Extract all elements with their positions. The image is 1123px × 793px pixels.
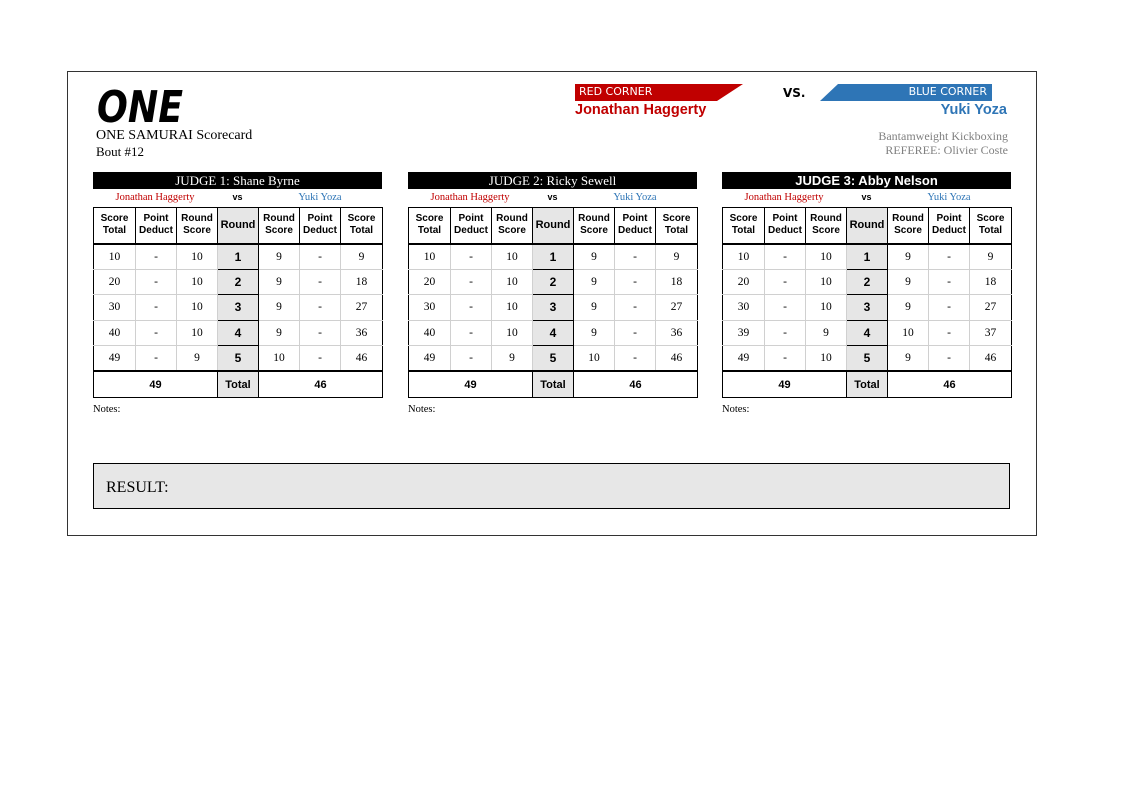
blue-score-total-cell: 46 [341,346,383,372]
red-point-deduct-cell: - [765,320,806,346]
blue-round-score-header-line-1: Round [892,213,924,225]
blue-score-total-cell: 18 [970,269,1012,295]
red-round-score-header-line-1: Round [810,213,842,225]
red-round-score-cell: 10 [177,244,218,270]
red-round-score-cell: 10 [806,346,847,372]
round-header: Round [533,208,574,244]
blue-round-score-header [574,208,615,244]
red-score-total-cell: 10 [409,244,451,270]
header-row [94,208,383,244]
round-number-cell: 4 [218,320,259,346]
blue-round-score-cell: 9 [574,244,615,270]
red-final-total: 49 [723,371,847,397]
total-label: Total [533,371,574,397]
red-point-deduct-cell: - [765,244,806,270]
round-number-cell: 3 [533,295,574,321]
blue-round-score-header-line-2: Score [894,225,922,237]
red-point-deduct-cell: - [451,295,492,321]
red-round-score-header-line-1: Round [181,213,213,225]
judge-card-2 [408,172,697,415]
red-score-total-header-line-2: Total [731,225,756,237]
red-score-total-cell: 30 [409,295,451,321]
round-row [723,269,1012,295]
blue-point-deduct-cell: - [615,244,656,270]
red-point-deduct-cell: - [136,320,177,346]
red-point-deduct-cell: - [765,346,806,372]
red-round-score-header-line-1: Round [496,213,528,225]
judge-notes: Notes: [722,403,750,415]
red-corner-fighter: Jonathan Haggerty [575,102,707,118]
red-fighter-name: Jonathan Haggerty [115,192,195,203]
total-label: Total [218,371,259,397]
red-round-score-cell: 10 [806,244,847,270]
red-point-deduct-cell: - [451,346,492,372]
blue-score-total-cell: 27 [656,295,698,321]
blue-score-total-header [970,208,1012,244]
header-row [723,208,1012,244]
round-number-cell: 2 [218,269,259,295]
blue-round-score-header [259,208,300,244]
blue-score-total-cell: 37 [970,320,1012,346]
red-point-deduct-cell: - [136,269,177,295]
blue-point-deduct-cell: - [929,346,970,372]
blue-score-total-header-line-1: Score [347,213,376,225]
totals-row [409,371,698,397]
red-point-deduct-header-line-2: Deduct [768,225,802,237]
red-point-deduct-cell: - [451,244,492,270]
versus-label: VS. [783,86,806,100]
round-number-cell: 5 [218,346,259,372]
fighters-vs: vs [547,192,558,202]
fighters-vs: vs [861,192,872,202]
blue-point-deduct-cell: - [615,269,656,295]
round-number-cell: 3 [218,295,259,321]
blue-point-deduct-header-line-1: Point [307,213,333,225]
round-number-cell: 1 [218,244,259,270]
blue-score-total-cell: 18 [341,269,383,295]
blue-point-deduct-header-line-2: Deduct [303,225,337,237]
blue-score-total-cell: 46 [656,346,698,372]
red-final-total: 49 [94,371,218,397]
blue-round-score-cell: 9 [574,320,615,346]
judge-card-3 [722,172,1011,415]
red-point-deduct-header [451,208,492,244]
round-number-cell: 2 [533,269,574,295]
judge-title: JUDGE 3: Abby Nelson [722,172,1011,189]
blue-point-deduct-cell: - [615,295,656,321]
blue-point-deduct-cell: - [929,244,970,270]
red-score-total-cell: 39 [723,320,765,346]
red-score-total-header-line-1: Score [100,213,129,225]
blue-point-deduct-header [929,208,970,244]
red-round-score-header-line-2: Score [183,225,211,237]
round-row [94,320,383,346]
blue-round-score-cell: 9 [574,295,615,321]
red-corner-banner [575,84,743,101]
blue-round-score-cell: 10 [574,346,615,372]
red-score-total-header-line-1: Score [729,213,758,225]
judge-fighters-row [93,189,382,206]
red-fighter-name: Jonathan Haggerty [430,192,510,203]
blue-point-deduct-header-line-1: Point [622,213,648,225]
red-score-total-cell: 49 [723,346,765,372]
blue-score-total-cell: 46 [970,346,1012,372]
blue-fighter-name: Yuki Yoza [298,192,342,203]
blue-round-score-cell: 9 [574,269,615,295]
blue-round-score-header-line-2: Score [265,225,293,237]
division-label: Bantamweight Kickboxing [878,129,1008,143]
red-round-score-header [492,208,533,244]
red-point-deduct-header [136,208,177,244]
blue-fighter-name: Yuki Yoza [927,192,971,203]
red-round-score-cell: 10 [492,244,533,270]
blue-final-total: 46 [259,371,383,397]
round-row [723,295,1012,321]
red-round-score-cell: 9 [806,320,847,346]
red-round-score-cell: 10 [806,295,847,321]
judge-notes: Notes: [93,403,121,415]
judge-fighters-row [408,189,697,206]
scorecard-title: ONE SAMURAI Scorecard [96,128,253,143]
blue-score-total-header-line-2: Total [978,225,1003,237]
blue-round-score-header-line-1: Round [578,213,610,225]
red-score-total-cell: 40 [94,320,136,346]
blue-score-total-header [656,208,698,244]
referee-label: REFEREE: Olivier Coste [885,143,1008,157]
judge-notes: Notes: [408,403,436,415]
red-point-deduct-header-line-2: Deduct [139,225,173,237]
round-number-cell: 4 [847,320,888,346]
blue-round-score-cell: 9 [259,269,300,295]
red-round-score-cell: 10 [492,269,533,295]
red-score-total-cell: 20 [409,269,451,295]
round-number-cell: 3 [847,295,888,321]
blue-point-deduct-cell: - [929,269,970,295]
round-number-cell: 4 [533,320,574,346]
blue-point-deduct-cell: - [615,346,656,372]
blue-fighter-name: Yuki Yoza [613,192,657,203]
round-number-cell: 5 [533,346,574,372]
red-round-score-header-line-2: Score [498,225,526,237]
round-header: Round [218,208,259,244]
red-score-total-cell: 10 [723,244,765,270]
blue-score-total-header-line-1: Score [662,213,691,225]
red-point-deduct-cell: - [451,320,492,346]
judge-title: JUDGE 1: Shane Byrne [93,172,382,189]
blue-score-total-cell: 9 [656,244,698,270]
red-point-deduct-cell: - [765,269,806,295]
red-point-deduct-cell: - [765,295,806,321]
blue-score-total-cell: 9 [970,244,1012,270]
blue-score-total-header-line-2: Total [664,225,689,237]
blue-point-deduct-header-line-2: Deduct [932,225,966,237]
red-round-score-cell: 10 [492,320,533,346]
blue-round-score-cell: 9 [259,320,300,346]
round-row [723,244,1012,270]
red-round-score-header [177,208,218,244]
red-point-deduct-cell: - [136,244,177,270]
bout-number: Bout #12 [96,144,145,159]
blue-corner-banner [820,84,992,101]
red-round-score-cell: 10 [177,320,218,346]
red-score-total-header-line-1: Score [415,213,444,225]
blue-score-total-header [341,208,383,244]
round-row [409,269,698,295]
blue-score-total-cell: 36 [341,320,383,346]
header-row [409,208,698,244]
red-score-total-cell: 20 [94,269,136,295]
blue-point-deduct-cell: - [615,320,656,346]
red-round-score-cell: 9 [492,346,533,372]
red-point-deduct-header-line-1: Point [772,213,798,225]
blue-round-score-header [888,208,929,244]
totals-row [723,371,1012,397]
round-row [409,295,698,321]
round-number-cell: 2 [847,269,888,295]
blue-point-deduct-cell: - [300,295,341,321]
round-row [409,244,698,270]
round-row [409,320,698,346]
total-label: Total [847,371,888,397]
judge-card-1 [93,172,382,415]
blue-point-deduct-header-line-2: Deduct [618,225,652,237]
judge-title: JUDGE 2: Ricky Sewell [408,172,697,189]
red-score-total-header-line-2: Total [102,225,127,237]
result-box [93,463,1010,509]
red-point-deduct-header-line-1: Point [458,213,484,225]
red-round-score-header [806,208,847,244]
blue-round-score-header-line-1: Round [263,213,295,225]
score-table [408,207,698,398]
red-point-deduct-cell: - [136,295,177,321]
red-score-total-header-line-2: Total [417,225,442,237]
red-point-deduct-cell: - [136,346,177,372]
red-point-deduct-header-line-2: Deduct [454,225,488,237]
blue-corner-label: BLUE CORNER [908,85,987,98]
red-score-total-cell: 10 [94,244,136,270]
blue-point-deduct-header [615,208,656,244]
red-score-total-header [723,208,765,244]
blue-point-deduct-cell: - [929,320,970,346]
red-score-total-cell: 49 [94,346,136,372]
red-corner-label: RED CORNER [579,85,653,98]
red-score-total-cell: 49 [409,346,451,372]
red-score-total-cell: 40 [409,320,451,346]
red-round-score-cell: 10 [177,295,218,321]
red-final-total: 49 [409,371,533,397]
round-number-cell: 1 [533,244,574,270]
blue-score-total-cell: 9 [341,244,383,270]
totals-row [94,371,383,397]
round-row [723,320,1012,346]
blue-score-total-header-line-1: Score [976,213,1005,225]
fighters-vs: vs [232,192,243,202]
blue-round-score-cell: 10 [888,320,929,346]
round-number-cell: 5 [847,346,888,372]
score-table [93,207,383,398]
blue-round-score-header-line-2: Score [580,225,608,237]
round-row [94,269,383,295]
red-point-deduct-cell: - [451,269,492,295]
blue-round-score-cell: 9 [888,346,929,372]
blue-score-total-cell: 18 [656,269,698,295]
blue-score-total-header-line-2: Total [349,225,374,237]
red-round-score-cell: 9 [177,346,218,372]
result-label: RESULT: [106,479,169,496]
blue-round-score-cell: 9 [259,244,300,270]
red-round-score-header-line-2: Score [812,225,840,237]
red-score-total-cell: 30 [723,295,765,321]
one-logo [97,82,183,133]
blue-point-deduct-cell: - [300,346,341,372]
blue-round-score-cell: 9 [888,269,929,295]
blue-point-deduct-cell: - [300,269,341,295]
blue-score-total-cell: 36 [656,320,698,346]
round-header: Round [847,208,888,244]
round-row [409,346,698,372]
blue-round-score-cell: 9 [259,295,300,321]
round-row [94,295,383,321]
red-score-total-header [409,208,451,244]
round-row [94,244,383,270]
red-point-deduct-header [765,208,806,244]
blue-point-deduct-header-line-1: Point [936,213,962,225]
red-score-total-cell: 30 [94,295,136,321]
red-round-score-cell: 10 [492,295,533,321]
blue-point-deduct-cell: - [300,244,341,270]
red-score-total-header [94,208,136,244]
blue-corner-fighter: Yuki Yoza [940,102,1007,118]
round-row [94,346,383,372]
round-number-cell: 1 [847,244,888,270]
blue-round-score-cell: 10 [259,346,300,372]
blue-score-total-cell: 27 [341,295,383,321]
blue-point-deduct-cell: - [300,320,341,346]
red-fighter-name: Jonathan Haggerty [744,192,824,203]
judge-fighters-row [722,189,1011,206]
blue-round-score-cell: 9 [888,295,929,321]
round-row [723,346,1012,372]
red-round-score-cell: 10 [806,269,847,295]
blue-point-deduct-cell: - [929,295,970,321]
svg-text:ONE: ONE [97,82,183,133]
red-score-total-cell: 20 [723,269,765,295]
blue-point-deduct-header [300,208,341,244]
blue-score-total-cell: 27 [970,295,1012,321]
red-round-score-cell: 10 [177,269,218,295]
blue-final-total: 46 [888,371,1012,397]
score-table [722,207,1012,398]
red-point-deduct-header-line-1: Point [143,213,169,225]
blue-final-total: 46 [574,371,698,397]
blue-round-score-cell: 9 [888,244,929,270]
